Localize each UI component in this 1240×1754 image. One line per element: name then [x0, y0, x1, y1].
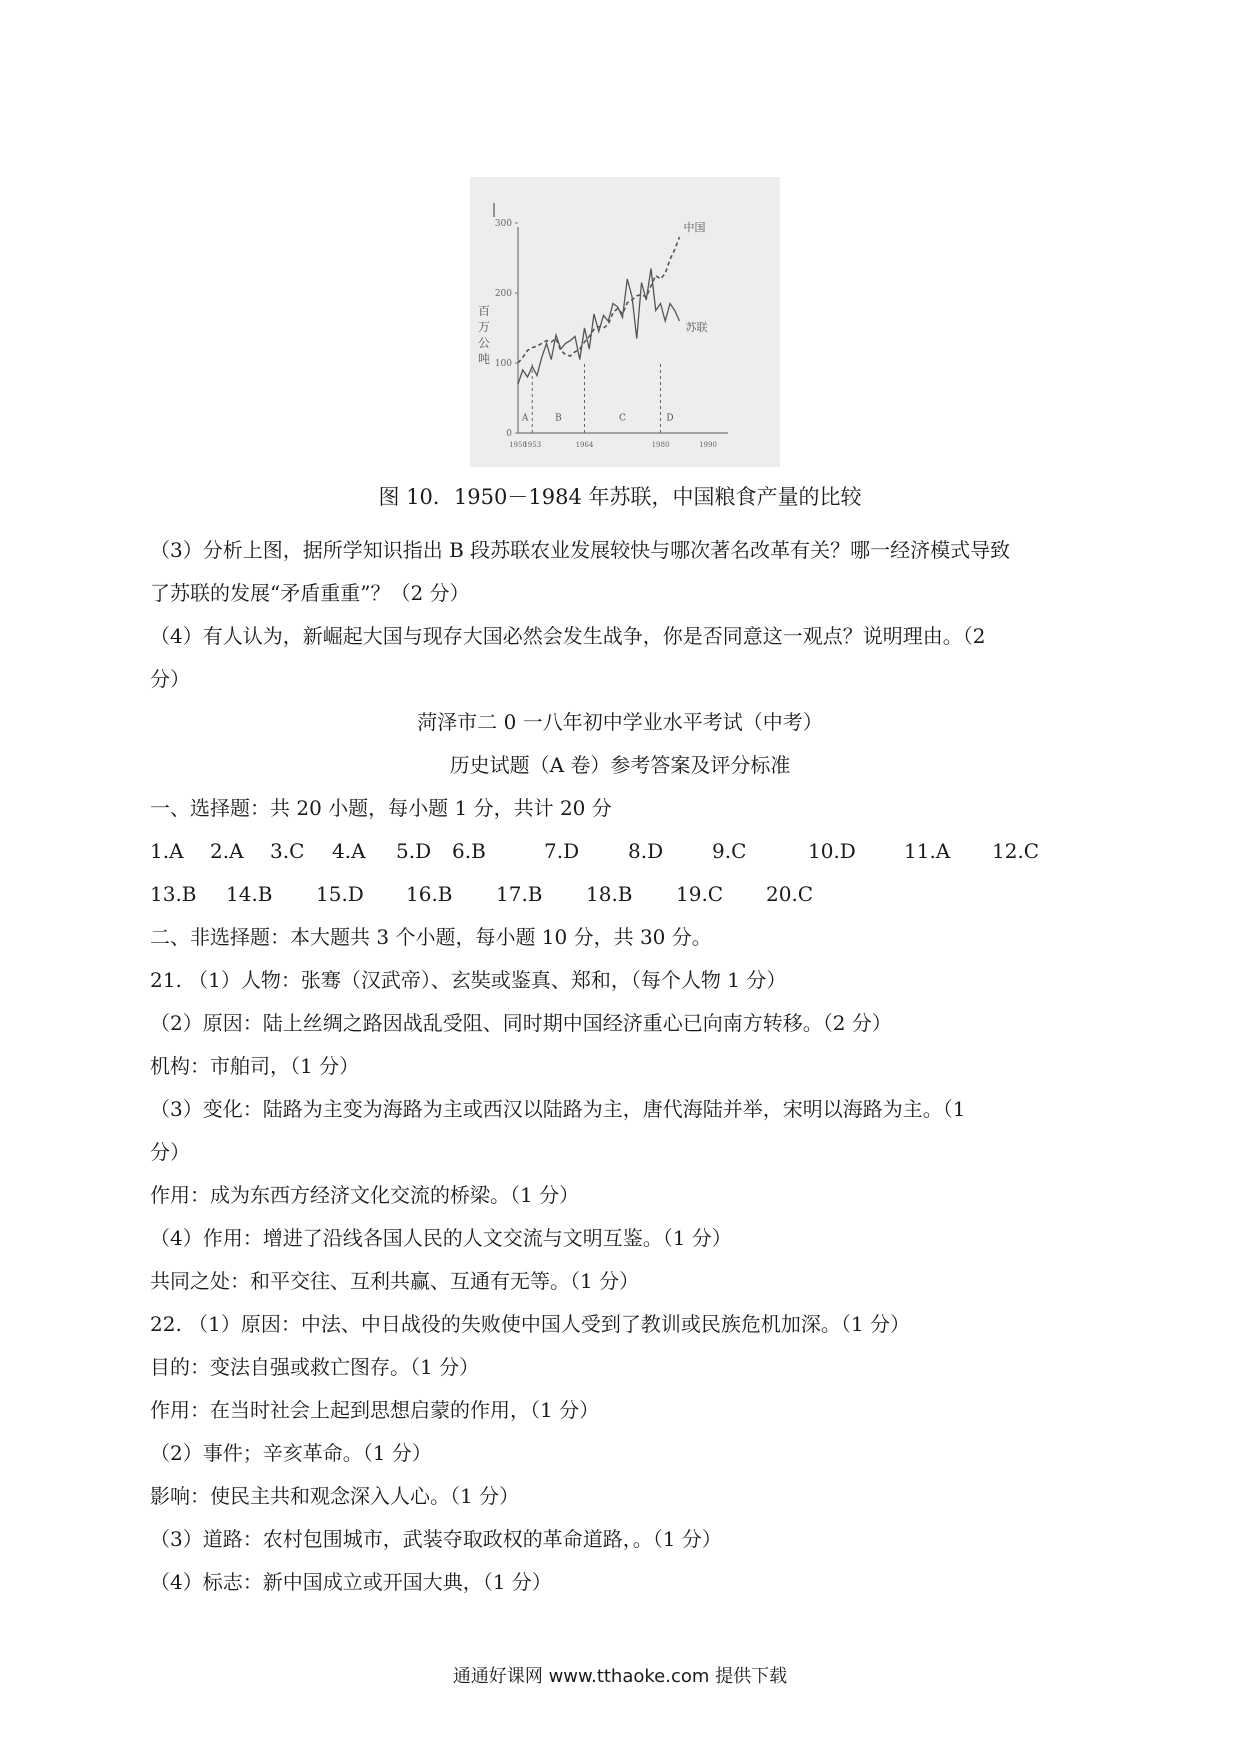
answer-line: （4）作用：增进了沿线各国人民的人文交流与文明互鉴。（1 分） [150, 1226, 732, 1250]
answer-line: 作用：在当时社会上起到思想启蒙的作用，（1 分） [150, 1398, 600, 1422]
mc-answer: 4.A [332, 839, 366, 863]
x-tick-label: 1964 [575, 441, 594, 449]
y-tick-label: 300 [494, 219, 512, 229]
mc-answer: 18.B [586, 882, 633, 906]
answer-subtitle: 历史试题（A 卷）参考答案及评分标准 [449, 753, 791, 777]
document-body [150, 535, 1090, 1610]
mc-answers-row-1 [150, 836, 1090, 866]
y-tick-label: 200 [494, 289, 512, 299]
grain-chart [470, 177, 780, 467]
answer-line: （3）变化：陆路为主变为海路为主或西汉以陆路为主，唐代海陆并举，宋明以海路为主。（1 [150, 1097, 966, 1121]
y-tick-label: 100 [494, 359, 512, 369]
mc-answer: 2.A [210, 839, 244, 863]
china-series-line [518, 237, 680, 363]
answer-line: （2）原因：陆上丝绸之路因战乱受阻、同时期中国经济重心已向南方转移。（2 分） [150, 1011, 892, 1035]
answer-line: （3）道路：农村包围城市，武装夺取政权的革命道路，。（1 分） [150, 1527, 722, 1551]
mc-answer: 1.A [150, 839, 184, 863]
question-4-line-1: （4）有人认为，新崛起大国与现存大国必然会发生战争，你是否同意这一观点？说明理由。（2 [150, 624, 986, 648]
answer-title: 菏泽市二 0 一八年初中学业水平考试（中考） [417, 710, 823, 734]
mc-answer: 9.C [712, 839, 747, 863]
mc-answer: 16.B [406, 882, 453, 906]
series-label: 苏联 [685, 321, 708, 334]
answer-line: 21. （1）人物：张骞（汉武帝）、玄奘或鉴真、郑和，（每个人物 1 分） [150, 968, 787, 992]
question-3-line-2: 了苏联的发展“矛盾重重”？（2 分） [150, 581, 470, 605]
x-tick-label: 1980 [651, 441, 670, 449]
y-axis-label: 公 [477, 336, 491, 350]
mc-answer: 13.B [150, 882, 197, 906]
mc-answer: 20.C [766, 882, 814, 906]
figure-caption: 图 10．1950－1984 年苏联，中国粮食产量的比较 [378, 485, 862, 509]
answer-line: 分） [150, 1140, 190, 1164]
question-4-line-2: 分） [150, 667, 190, 691]
answer-line: 作用：成为东西方经济文化交流的桥梁。（1 分） [150, 1183, 580, 1207]
mc-answers-row-2 [150, 879, 1090, 909]
mc-answer: 12.C [992, 839, 1040, 863]
mc-answer: 15.D [316, 882, 364, 906]
answer-line: （2）事件；辛亥革命。（1 分） [150, 1441, 432, 1465]
x-tick-label: 1950 [509, 441, 527, 449]
question-3-line-1: （3）分析上图，据所学知识指出 B 段苏联农业发展较快与哪次著名改革有关？哪一经济模式导致 [150, 538, 1011, 562]
answer-line: 机构：市舶司，（1 分） [150, 1054, 360, 1078]
y-axis-label: 万 [477, 320, 491, 334]
y-tick-label: 0 [506, 429, 512, 439]
answer-line: （4）标志：新中国成立或开国大典，（1 分） [150, 1570, 552, 1594]
footer-source: 通通好课网 www.tthaoke.com 提供下载 [452, 1666, 788, 1687]
mc-answer: 19.C [676, 882, 724, 906]
segment-label: B [555, 413, 562, 424]
answer-line: 共同之处：和平交往、互利共赢、互通有无等。（1 分） [150, 1269, 640, 1293]
section-1-heading: 一、选择题：共 20 小题，每小题 1 分，共计 20 分 [150, 796, 612, 820]
mc-answer: 5.D [396, 839, 432, 863]
segment-label: A [521, 413, 529, 424]
x-tick-label: 1990 [699, 441, 717, 449]
y-axis-label: 吨 [477, 352, 491, 366]
mc-answer: 10.D [808, 839, 856, 863]
segment-label: D [666, 413, 674, 424]
segment-label: C [619, 413, 626, 424]
mc-answer: 3.C [270, 839, 305, 863]
grain-chart-svg [470, 177, 780, 467]
answer-line: 影响：使民主共和观念深入人心。（1 分） [150, 1484, 520, 1508]
x-tick-label: 1953 [523, 441, 542, 449]
mc-answer: 11.A [904, 839, 951, 863]
mc-answer: 14.B [226, 882, 273, 906]
mc-answer: 7.D [544, 839, 580, 863]
y-axis-label: 百 [477, 304, 491, 318]
mc-answer: 8.D [628, 839, 664, 863]
answer-line: 目的：变法自强或救亡图存。（1 分） [150, 1355, 480, 1379]
section-2-heading: 二、非选择题：本大题共 3 个小题，每小题 10 分，共 30 分。 [150, 925, 712, 949]
mc-answer: 17.B [496, 882, 543, 906]
mc-answer: 6.B [452, 839, 486, 863]
series-label: 中国 [683, 221, 706, 234]
answer-line: 22. （1）原因：中法、中日战役的失败使中国人受到了教训或民族危机加深。（1 分） [150, 1312, 910, 1336]
